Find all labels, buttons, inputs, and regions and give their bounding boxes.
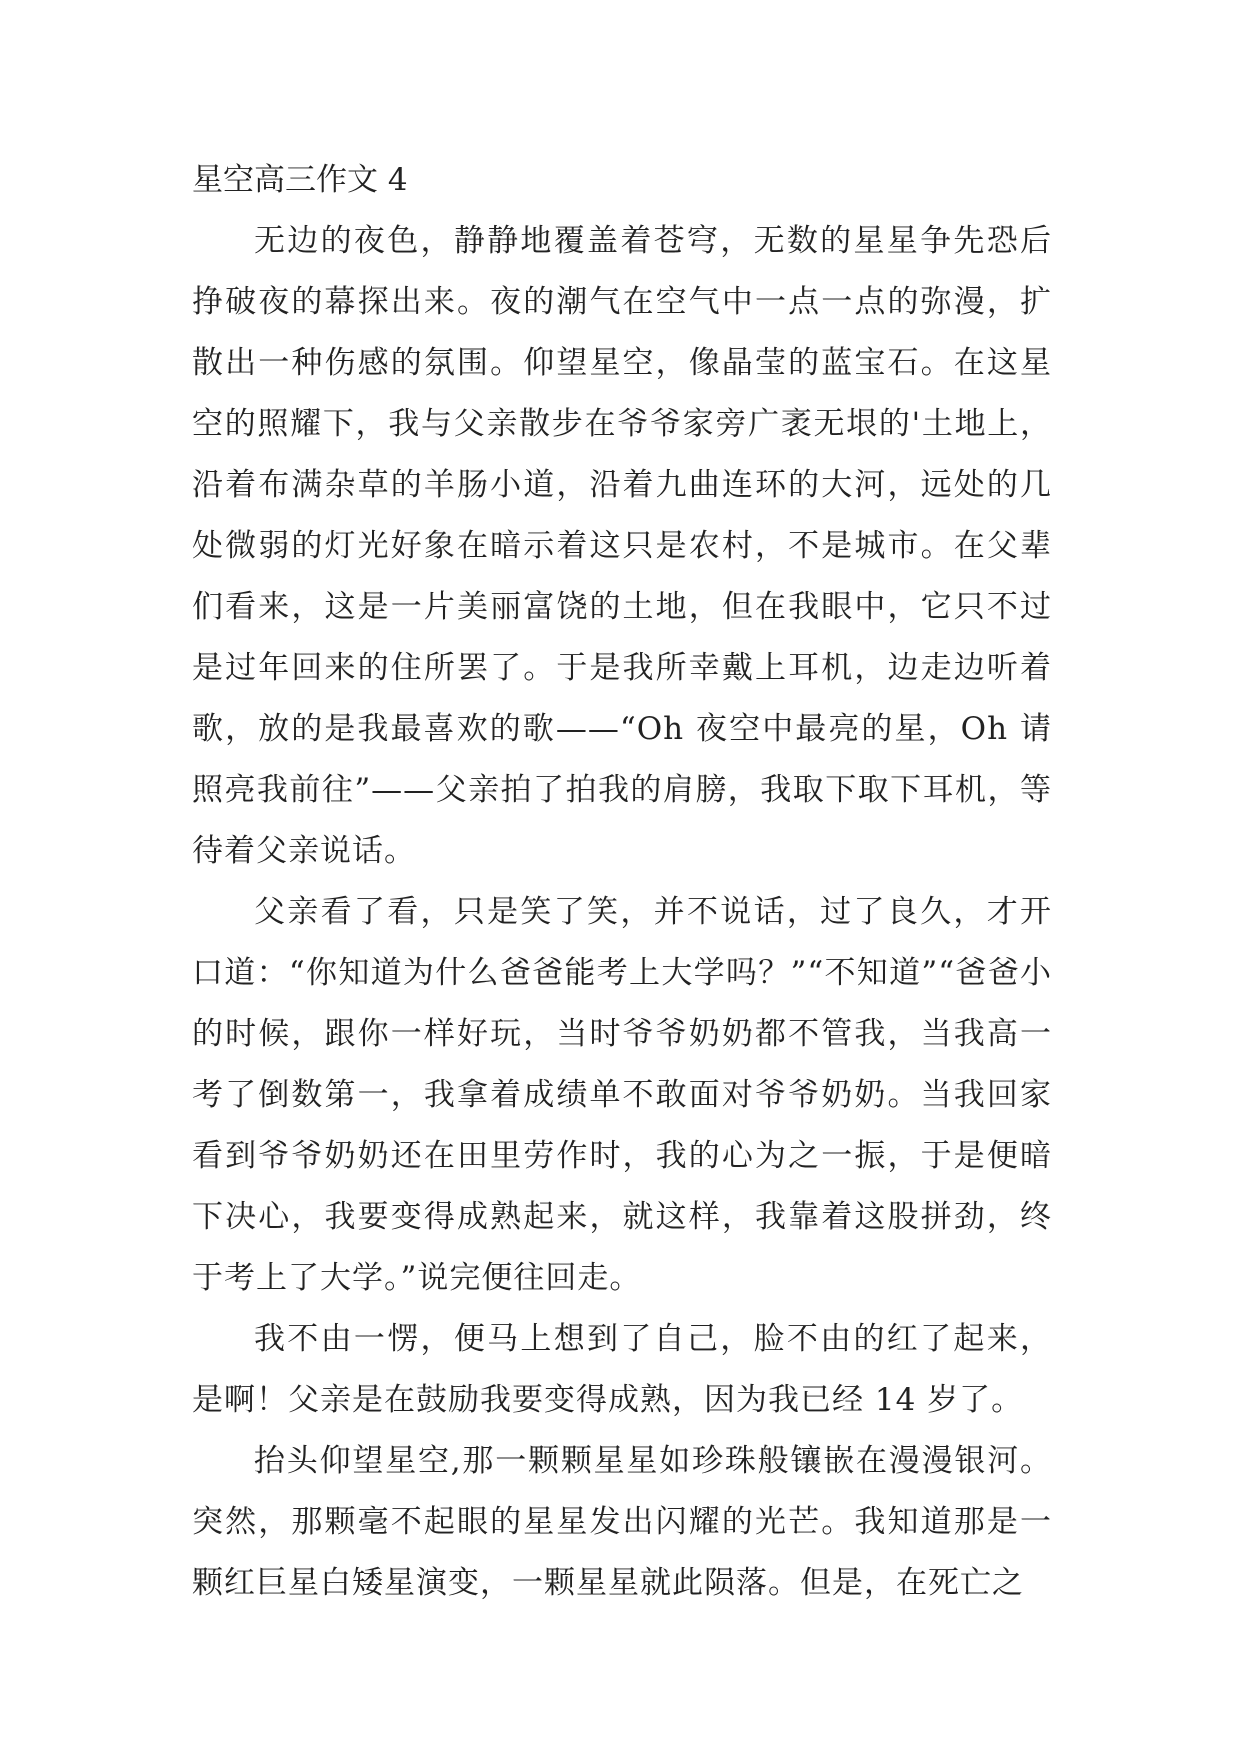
paragraph-3: 我不由一愣，便马上想到了自己，脸不由的红了起来，是啊！父亲是在鼓励我要变得成熟，因为我已经 14 岁了。 — [192, 1321, 1052, 1418]
essay-title: 星空高三作文 4 — [192, 162, 408, 198]
essay-body — [192, 150, 1052, 1614]
paragraph-1: 无边的夜色，静静地覆盖着苍穹，无数的星星争先恐后挣破夜的幕探出来。夜的潮气在空气中一点一点的弥漫，扩散出一种伤感的氛围。仰望星空，像晶莹的蓝宝石。在这星空的照耀下，我与父亲散步在爷爷家旁广袤无垠的'土地上，沿着布满杂草的羊肠小道，沿着九曲连环的大河，远处的几处微弱的灯光好象在暗示着这只是农村，不是城市。在父辈们看来，这是一片美丽富饶的土地，但在我眼中，它只不过是过年回来的住所罢了。于是我所幸戴上耳机，边走边听着歌，放的是我最喜欢的歌——“Oh 夜空中最亮的星，Oh 请照亮我前往”——父亲拍了拍我的肩膀，我取下取下耳机，等待着父亲说话。 — [192, 223, 1052, 869]
paragraph-2: 父亲看了看，只是笑了笑，并不说话，过了良久，才开口道：“你知道为什么爸爸能考上大学吗？”“不知道”“爸爸小的时候，跟你一样好玩，当时爷爷奶奶都不管我，当我高一考了倒数第一，我拿着成绩单不敢面对爷爷奶奶。当我回家看到爷爷奶奶还在田里劳作时，我的心为之一振，于是便暗下决心，我要变得成熟起来，就这样，我靠着这股拼劲，终于考上了大学。”说完便往回走。 — [192, 894, 1052, 1296]
paragraph-4: 抬头仰望星空,那一颗颗星星如珍珠般镶嵌在漫漫银河。突然，那颗毫不起眼的星星发出闪耀的光芒。我知道那是一颗红巨星白矮星演变，一颗星星就此陨落。但是，在死亡之 — [192, 1443, 1052, 1601]
